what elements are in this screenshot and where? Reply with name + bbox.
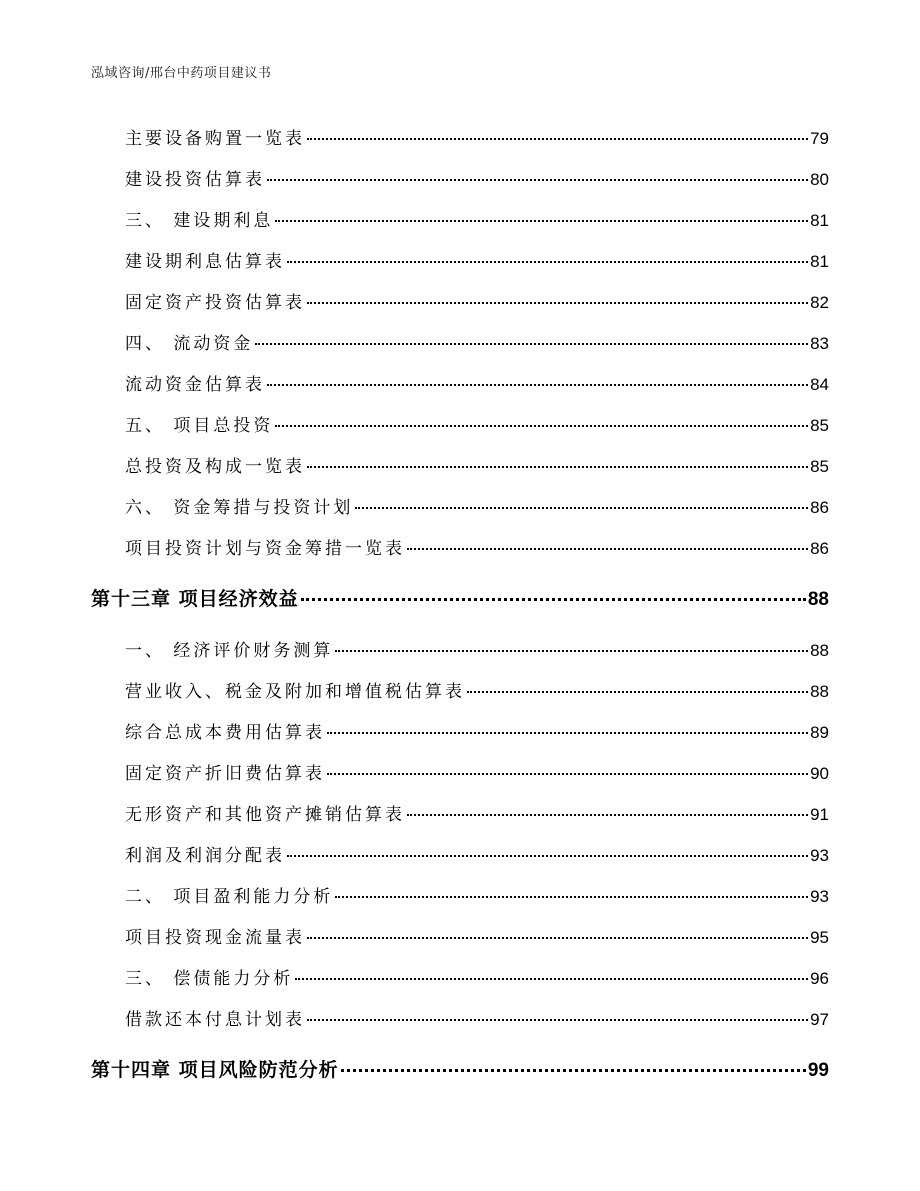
toc-entry[interactable] xyxy=(125,329,829,354)
toc-leader-dots xyxy=(275,425,808,427)
toc-entry-title: 一、 经济评价财务测算 xyxy=(125,641,334,661)
toc-entry-title: 营业收入、税金及附加和增值税估算表 xyxy=(125,682,465,702)
toc-entry-title: 建设期利息估算表 xyxy=(125,252,285,272)
toc-entry-page: 96 xyxy=(810,969,829,988)
toc-leader-dots xyxy=(267,384,808,386)
toc-entry-page: 90 xyxy=(810,764,829,783)
toc-entry-title: 利润及利润分配表 xyxy=(125,846,285,866)
toc-leader-dots xyxy=(267,179,808,181)
toc-leader-dots xyxy=(341,1069,806,1072)
toc-entry[interactable] xyxy=(125,964,829,989)
toc-entry-title: 无形资产和其他资产摊销估算表 xyxy=(125,805,405,825)
toc-leader-dots xyxy=(287,261,808,263)
toc-entry-title: 借款还本付息计划表 xyxy=(125,1010,305,1030)
toc-leader-dots xyxy=(467,691,808,693)
toc-entry-title: 三、 建设期利息 xyxy=(125,211,274,231)
toc-chapter-page: 99 xyxy=(807,1060,829,1081)
toc-entry-page: 88 xyxy=(810,641,829,660)
toc-entry[interactable] xyxy=(125,923,829,948)
toc-entry-title: 二、 项目盈利能力分析 xyxy=(125,887,334,907)
toc-entry-page: 83 xyxy=(810,334,829,353)
toc-entry-page: 84 xyxy=(810,375,829,394)
running-header: 泓域咨询/邢台中药项目建议书 xyxy=(91,66,272,81)
toc-leader-dots xyxy=(355,507,808,509)
toc-entry[interactable] xyxy=(125,247,829,272)
toc-entry[interactable] xyxy=(125,677,829,702)
toc-entry-page: 80 xyxy=(810,170,829,189)
toc-entry-page: 85 xyxy=(810,416,829,435)
toc-entry[interactable] xyxy=(125,882,829,907)
toc-chapter-page: 88 xyxy=(807,589,829,610)
toc-leader-dots xyxy=(307,466,808,468)
toc-entry[interactable] xyxy=(125,288,829,313)
toc-leader-dots xyxy=(275,220,808,222)
toc-leader-dots xyxy=(307,302,808,304)
toc-entry-page: 91 xyxy=(810,805,829,824)
toc-entry-title: 流动资金估算表 xyxy=(125,375,265,395)
toc-leader-dots xyxy=(407,814,808,816)
toc-entry[interactable] xyxy=(125,124,829,149)
toc-leader-dots xyxy=(335,650,808,652)
toc-entry-title: 五、 项目总投资 xyxy=(125,416,274,436)
toc-entry[interactable] xyxy=(125,165,829,190)
toc-leader-dots xyxy=(327,732,808,734)
toc-entry[interactable] xyxy=(125,534,829,559)
toc-leader-dots xyxy=(307,937,808,939)
toc-entry[interactable] xyxy=(125,800,829,825)
toc-entry-title: 六、 资金筹措与投资计划 xyxy=(125,498,354,518)
toc-entry-page: 97 xyxy=(810,1010,829,1029)
toc-entry[interactable] xyxy=(125,493,829,518)
toc-chapter-title: 第十四章 项目风险防范分析 xyxy=(91,1059,339,1081)
toc-entry-title: 项目投资计划与资金筹措一览表 xyxy=(125,539,405,559)
toc-entry-title: 建设投资估算表 xyxy=(125,170,265,190)
toc-entry[interactable] xyxy=(125,411,829,436)
toc-leader-dots xyxy=(327,773,808,775)
toc-entry-title: 项目投资现金流量表 xyxy=(125,928,305,948)
toc-leader-dots xyxy=(307,1019,808,1021)
toc-leader-dots xyxy=(301,598,806,601)
toc-entry-page: 89 xyxy=(810,723,829,742)
toc-entry-page: 86 xyxy=(810,498,829,517)
toc-entry-page: 81 xyxy=(810,211,829,230)
toc-entry[interactable] xyxy=(125,370,829,395)
toc-entry-title: 总投资及构成一览表 xyxy=(125,457,305,477)
toc-leader-dots xyxy=(307,138,808,140)
toc-entry-title: 固定资产投资估算表 xyxy=(125,293,305,313)
toc-entry-title: 三、 偿债能力分析 xyxy=(125,969,294,989)
toc-leader-dots xyxy=(295,978,808,980)
toc-entry-title: 固定资产折旧费估算表 xyxy=(125,764,325,784)
toc-entry[interactable] xyxy=(125,841,829,866)
toc-entry-page: 86 xyxy=(810,539,829,558)
toc-entry[interactable] xyxy=(125,718,829,743)
toc-entry-page: 95 xyxy=(810,928,829,947)
toc-entry-page: 81 xyxy=(810,252,829,271)
toc-entry[interactable] xyxy=(125,452,829,477)
toc-entry[interactable] xyxy=(125,636,829,661)
toc-entry-page: 85 xyxy=(810,457,829,476)
toc-chapter-entry[interactable] xyxy=(91,584,829,611)
toc-chapter-entry[interactable] xyxy=(91,1055,829,1082)
toc-entry-page: 82 xyxy=(810,293,829,312)
toc-entry-title: 四、 流动资金 xyxy=(125,334,254,354)
toc-leader-dots xyxy=(255,343,808,345)
header-rule xyxy=(91,88,829,89)
toc-leader-dots xyxy=(287,855,808,857)
toc-entry-page: 88 xyxy=(810,682,829,701)
toc-entry[interactable] xyxy=(125,759,829,784)
toc-entry-page: 79 xyxy=(810,129,829,148)
toc-leader-dots xyxy=(407,548,808,550)
toc-chapter-title: 第十三章 项目经济效益 xyxy=(91,588,299,610)
toc-leader-dots xyxy=(335,896,808,898)
toc-entry[interactable] xyxy=(125,206,829,231)
toc-entry[interactable] xyxy=(125,1005,829,1030)
toc-entry-page: 93 xyxy=(810,887,829,906)
toc-entry-title: 主要设备购置一览表 xyxy=(125,129,305,149)
toc-entry-title: 综合总成本费用估算表 xyxy=(125,723,325,743)
toc-entry-page: 93 xyxy=(810,846,829,865)
